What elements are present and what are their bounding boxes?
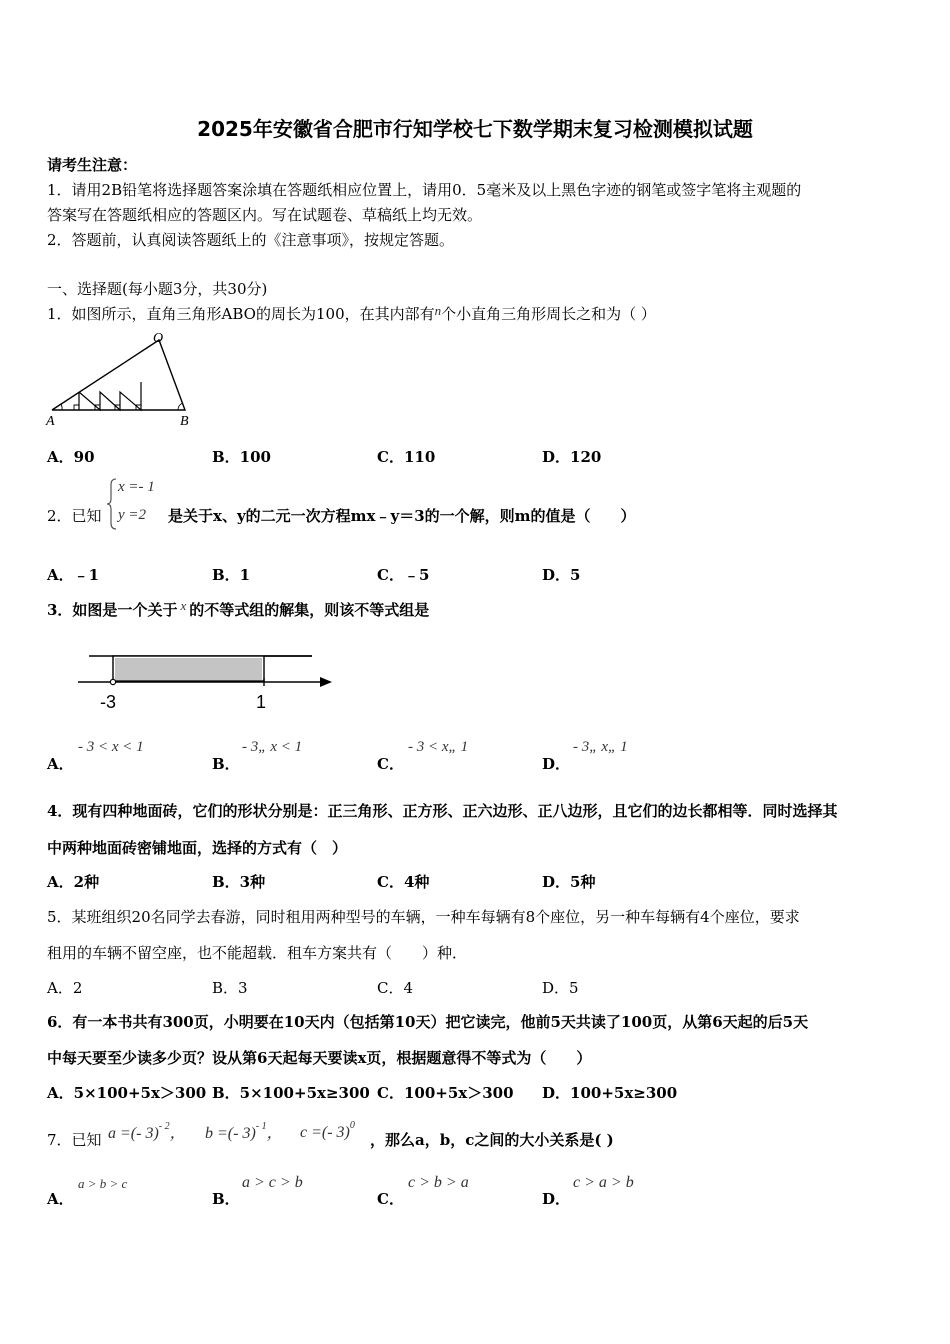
question-4-option-c[interactable]: C．4种 (377, 873, 430, 891)
question-5-option-d[interactable]: D．5 (542, 979, 579, 997)
question-7-option-d-expr[interactable]: c > a > b (573, 1174, 634, 1191)
question-3-option-d-letter[interactable]: D． (542, 755, 571, 773)
expr-a (108, 1120, 186, 1143)
expr-c (300, 1120, 355, 1142)
question-2-option-b[interactable]: B．1 (212, 566, 251, 584)
question-3-option-b-letter[interactable]: B． (212, 755, 240, 773)
question-1-text-a: 1．如图所示，直角三角形ABO的周长为100，在其内部有 (47, 305, 435, 323)
notice-line-3: 2．答题前，认真阅读答题纸上的《注意事项》，按规定答题。 (47, 231, 455, 249)
equation-line-1: x =- 1 (118, 479, 155, 495)
question-3-text (47, 598, 429, 620)
number-line-label-left: -3 (100, 692, 117, 712)
question-3-text-b: 的不等式组的解集，则该不等式组是 (189, 601, 430, 619)
expr-a-exponent: - 2 (158, 1121, 170, 1132)
question-1-text (47, 303, 656, 324)
question-4-option-b[interactable]: B．3种 (212, 873, 266, 891)
number-line-figure (44, 636, 344, 716)
expr-b-base: b =(- 3) (205, 1125, 256, 1142)
question-3-text-a: 3．如图是一个关于 (47, 601, 178, 619)
question-7-option-c-expr[interactable]: c > b > a (408, 1174, 469, 1191)
question-1-figure (44, 330, 204, 430)
question-3-option-b-expr[interactable]: - 3„ x < 1 (242, 739, 303, 755)
question-6-line-1: 6．有一本书共有300页，小明要在10天内（包括第10天）把它读完，他前5天共读了100页，从第6天起的后5天 (47, 1013, 809, 1031)
question-6-option-c[interactable]: C．100+5x＞300 (377, 1084, 514, 1102)
question-7-text: ，那么a，b，c之间的大小关系是( ) (370, 1131, 614, 1149)
page-title: 2025年安徽省合肥市行知学校七下数学期末复习检测模拟试题 (197, 117, 753, 141)
question-3-option-a-expr[interactable]: - 3 < x < 1 (78, 739, 144, 755)
question-4-option-a[interactable]: A．2种 (47, 873, 100, 891)
question-3-option-c-letter[interactable]: C． (377, 755, 404, 773)
question-4-option-d[interactable]: D．5种 (542, 873, 596, 891)
question-5-line-2: 租用的车辆不留空座，也不能超载．租车方案共有（ ）种． (47, 944, 468, 962)
expr-b-sep: ， (266, 1125, 283, 1142)
question-3-var: x (180, 598, 187, 613)
notice-line-1: 1．请用2B铅笔将选择题答案涂填在答题纸相应位置上，请用0．5毫米及以上黑色字迹的钢笔或签字笔将主观题的 (47, 181, 802, 199)
question-5-option-c[interactable]: C．4 (377, 979, 414, 997)
question-7-prefix: 7．已知 (47, 1131, 102, 1149)
question-4-line-2: 中两种地面砖密铺地面，选择的方式有（ ） (47, 839, 348, 857)
question-4-line-1: 4．现有四种地面砖，它们的形状分别是：正三角形、正方形、正六边形、正八边形，且它们的边长都相等．同时选择其 (47, 802, 838, 820)
expr-b-exponent: - 1 (255, 1121, 267, 1132)
question-6-option-b[interactable]: B．5×100+5x≥300 (212, 1084, 370, 1102)
question-1-option-c[interactable]: C．110 (377, 448, 436, 466)
section-heading: 一、选择题(每小题3分，共30分) (47, 280, 268, 298)
question-2-option-d[interactable]: D．5 (542, 566, 581, 584)
question-5-line-1: 5．某班组织20名同学去春游，同时租用两种型号的车辆，一种车每辆有8个座位，另一种车每辆有4个座位，要求 (47, 908, 800, 926)
expr-c-exponent: 0 (349, 1120, 355, 1131)
question-2-prefix: 2．已知 (47, 507, 102, 525)
notice-heading: 请考生注意： (47, 156, 138, 174)
expr-a-base: a =(- 3) (108, 1125, 159, 1142)
brace-icon (106, 477, 118, 531)
question-2-option-a[interactable]: A．﹣1 (47, 566, 100, 584)
figure-label-b: B (180, 414, 189, 429)
question-7-option-a-letter[interactable]: A． (47, 1190, 74, 1208)
figure-label-o: O (153, 331, 164, 346)
expr-b (205, 1120, 283, 1143)
figure-label-a: A (46, 414, 55, 429)
question-1-text-b: 个小直角三角形周长之和为（ ） (441, 305, 656, 323)
question-5-option-a[interactable]: A．2 (47, 979, 83, 997)
number-line-label-right: 1 (256, 692, 267, 712)
question-3-option-d-expr[interactable]: - 3„ x„ 1 (573, 739, 628, 755)
equation-line-2: y =2 (118, 507, 147, 523)
question-1-option-a[interactable]: A．90 (47, 448, 95, 466)
expr-a-sep: ， (169, 1125, 186, 1142)
question-6-option-a[interactable]: A．5×100+5x＞300 (47, 1084, 207, 1102)
question-1-var: n (434, 303, 442, 318)
notice-line-2: 答案写在答题纸相应的答题区内。写在试题卷、草稿纸上均无效。 (47, 206, 483, 224)
question-6-line-2: 中每天要至少读多少页？设从第6天起每天要读x页，根据题意得不等式为（ ） (47, 1049, 592, 1067)
question-3-option-c-expr[interactable]: - 3 < x„ 1 (408, 739, 469, 755)
question-5-option-b[interactable]: B．3 (212, 979, 248, 997)
question-2-text: 是关于x、y的二元一次方程mx﹣y＝3的一个解，则m的值是（ ） (168, 507, 636, 525)
expr-c-base: c =(- 3) (300, 1124, 350, 1141)
question-7-option-d-letter[interactable]: D． (542, 1190, 571, 1208)
question-7-option-b-expr[interactable]: a > c > b (242, 1174, 303, 1191)
question-7-option-c-letter[interactable]: C． (377, 1190, 404, 1208)
question-1-option-d[interactable]: D．120 (542, 448, 602, 466)
question-7-option-b-letter[interactable]: B． (212, 1190, 240, 1208)
question-3-option-a-letter[interactable]: A． (47, 755, 74, 773)
question-6-option-d[interactable]: D．100+5x≥300 (542, 1084, 678, 1102)
question-2-option-c[interactable]: C．﹣5 (377, 566, 430, 584)
question-7-option-a-expr[interactable]: a > b > c (78, 1176, 128, 1191)
question-1-option-b[interactable]: B．100 (212, 448, 271, 466)
